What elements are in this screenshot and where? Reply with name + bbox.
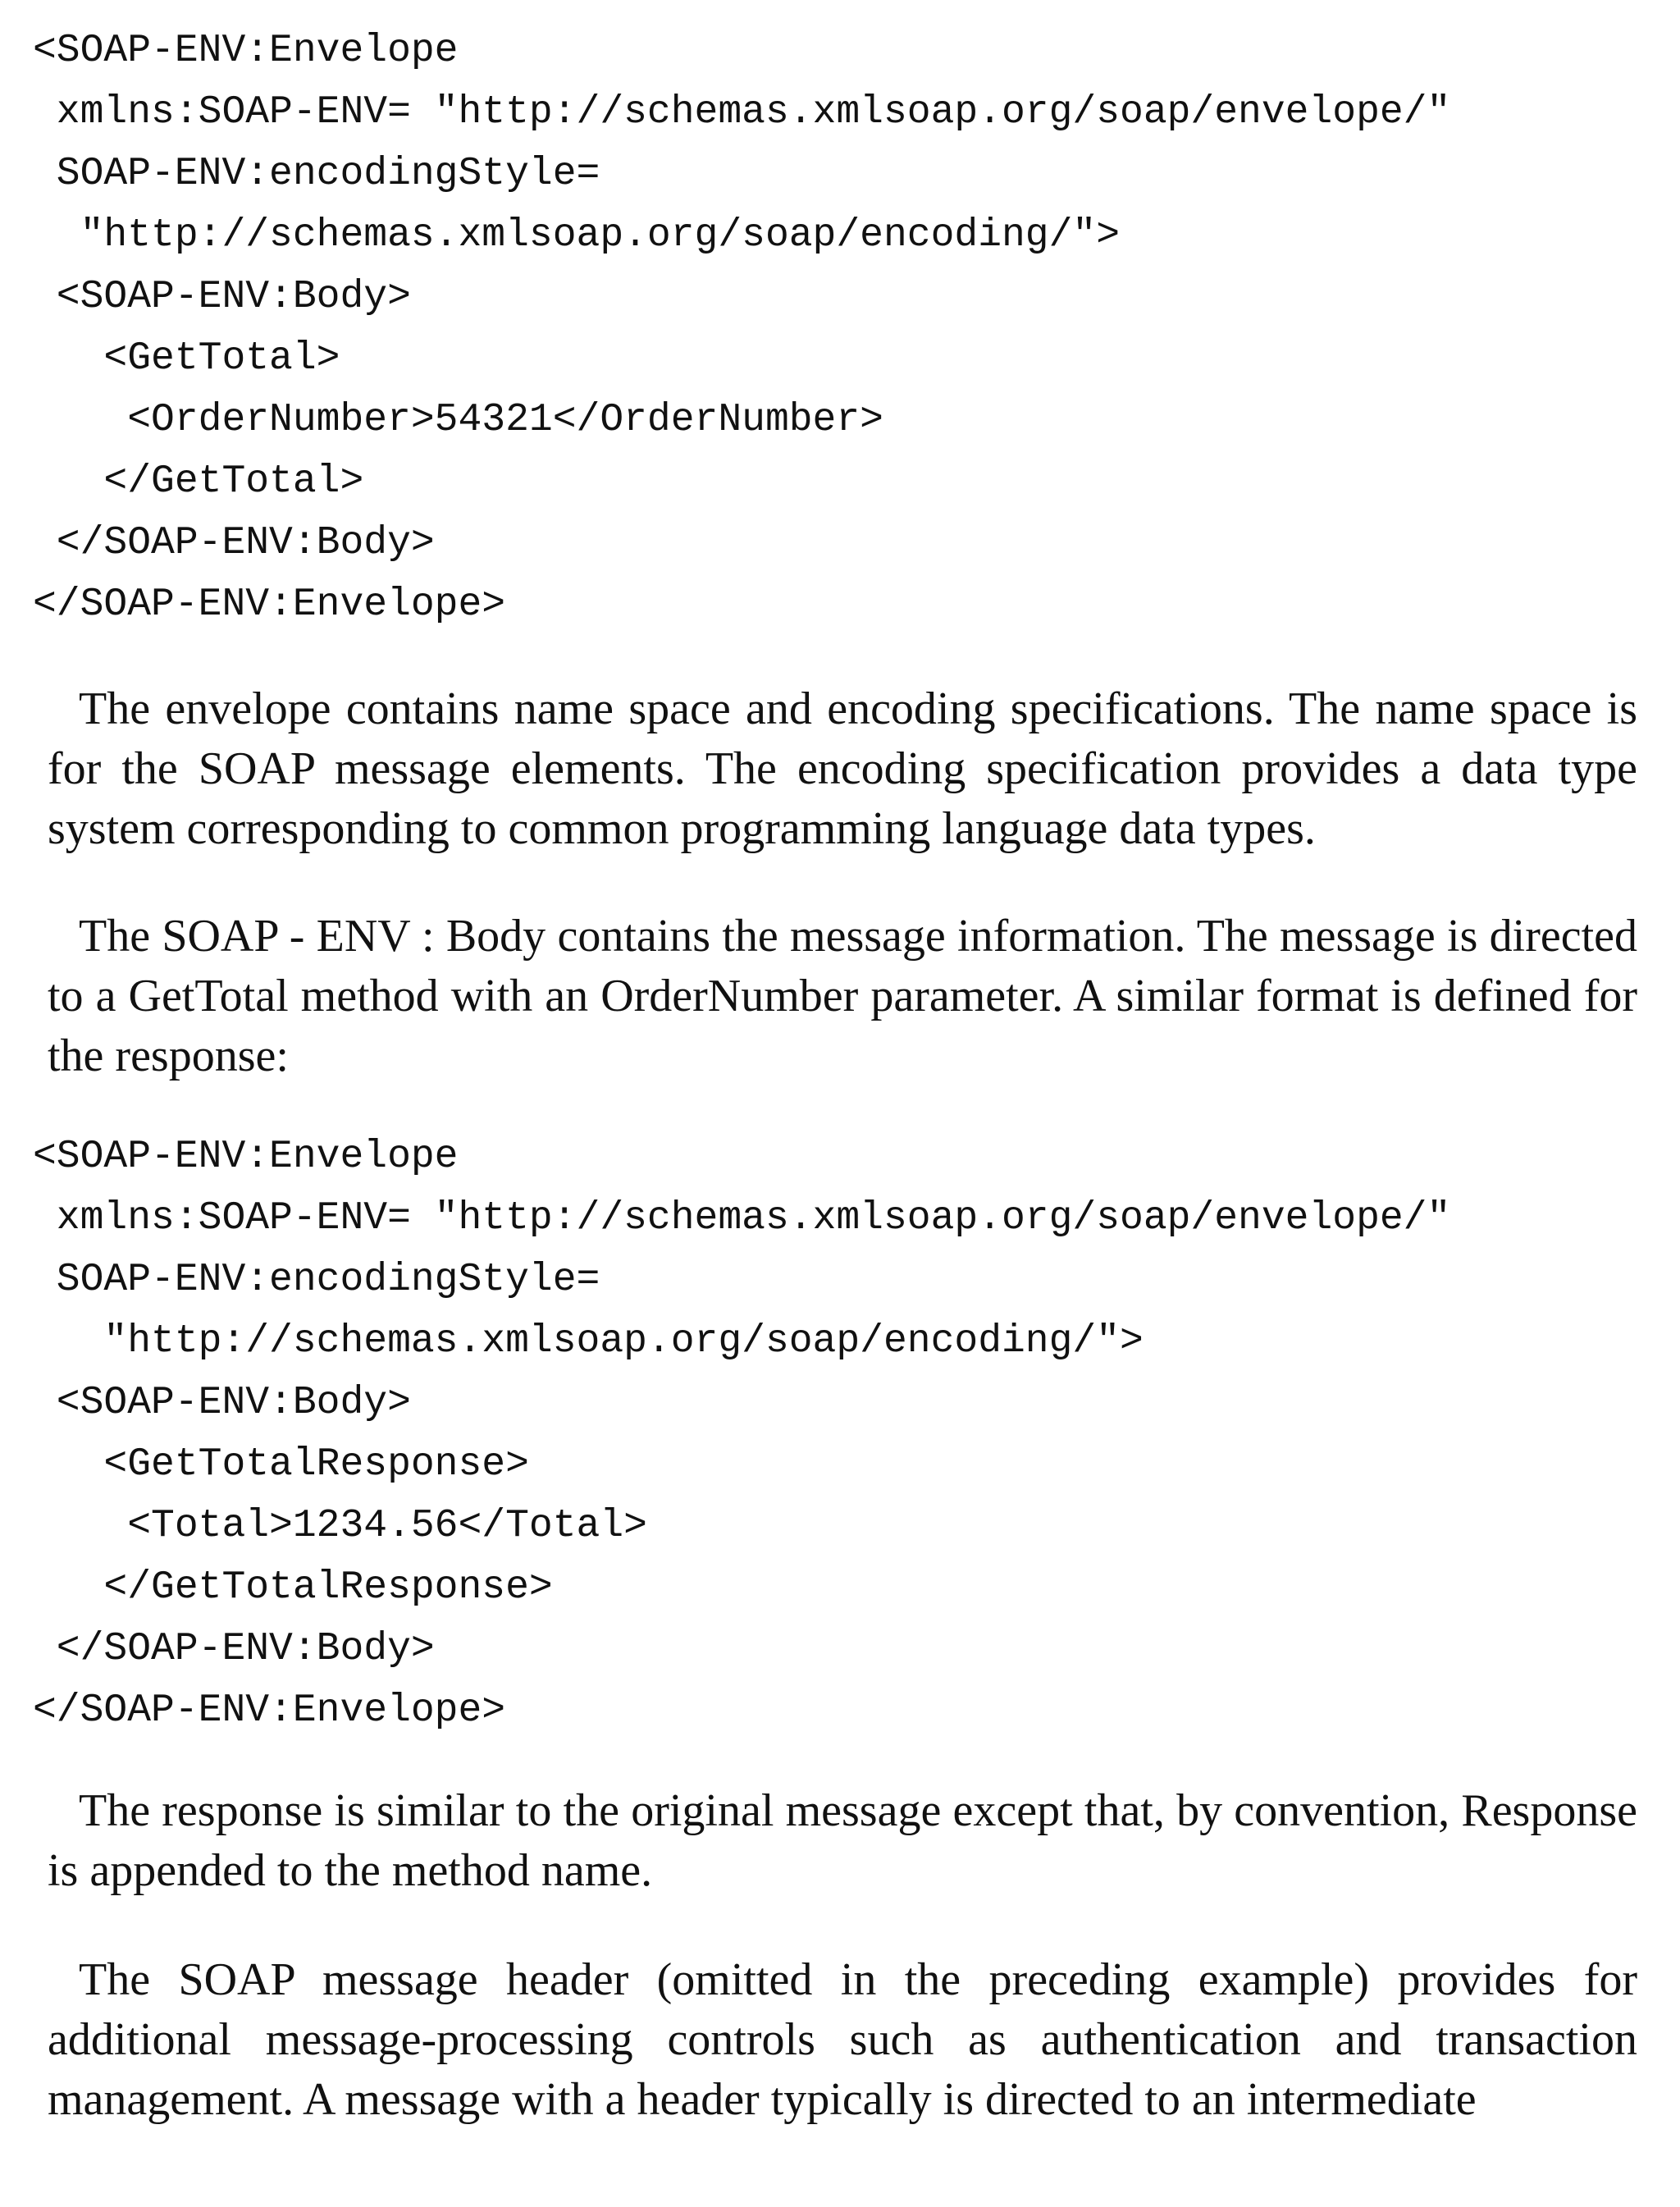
code-line: <GetTotalResponse> xyxy=(33,1442,529,1487)
paragraph-text: The envelope contains name space and encoding specifications. The name space is for the SOAP message elements. The encoding specification provides a data type system corresponding to common programming language data types. xyxy=(48,683,1637,854)
paragraph-text: The SOAP - ENV : Body contains the message information. The message is directed to a GetTotal method with an OrderNumber parameter. A similar format is defined for the response: xyxy=(48,911,1637,1081)
code-line: SOAP-ENV:encodingStyle= xyxy=(33,152,600,196)
code-line: "http://schemas.xmlsoap.org/soap/encoding/"> xyxy=(33,1319,1144,1364)
soap-response-code-block xyxy=(33,1126,1450,1742)
code-line: </GetTotal> xyxy=(33,459,364,504)
code-line: <SOAP-ENV:Body> xyxy=(33,1381,411,1425)
code-line: <SOAP-ENV:Envelope xyxy=(33,29,459,73)
code-line: <OrderNumber>54321</OrderNumber> xyxy=(33,398,883,442)
code-line: <Total>1234.56</Total> xyxy=(33,1504,647,1548)
paragraph-body-description xyxy=(48,907,1637,1086)
code-line: <SOAP-ENV:Envelope xyxy=(33,1135,459,1179)
code-line: </SOAP-ENV:Body> xyxy=(33,1627,435,1671)
code-line: </SOAP-ENV:Envelope> xyxy=(33,583,506,627)
code-line: <GetTotal> xyxy=(33,336,340,381)
paragraph-text: The response is similar to the original message except that, by convention, Response is appended to the method name. xyxy=(48,1785,1637,1896)
soap-request-code-block xyxy=(33,21,1450,636)
code-line: "http://schemas.xmlsoap.org/soap/encoding/"> xyxy=(33,213,1121,258)
code-line: xmlns:SOAP-ENV= "http://schemas.xmlsoap.org/soap/envelope/" xyxy=(33,90,1451,135)
code-line: xmlns:SOAP-ENV= "http://schemas.xmlsoap.org/soap/envelope/" xyxy=(33,1196,1451,1241)
code-line: SOAP-ENV:encodingStyle= xyxy=(33,1258,600,1302)
code-line: </SOAP-ENV:Body> xyxy=(33,521,435,565)
paragraph-header-description xyxy=(48,1950,1637,2130)
paragraph-envelope-description xyxy=(48,679,1637,859)
paragraph-text: The SOAP message header (omitted in the preceding example) provides for additional message-processing controls such as authentication and transaction management. A message with a header typically is directed to an intermediate xyxy=(48,1954,1637,2125)
code-line: </SOAP-ENV:Envelope> xyxy=(33,1688,506,1733)
code-line: </GetTotalResponse> xyxy=(33,1565,553,1610)
code-line: <SOAP-ENV:Body> xyxy=(33,275,411,319)
paragraph-response-description xyxy=(48,1781,1637,1901)
